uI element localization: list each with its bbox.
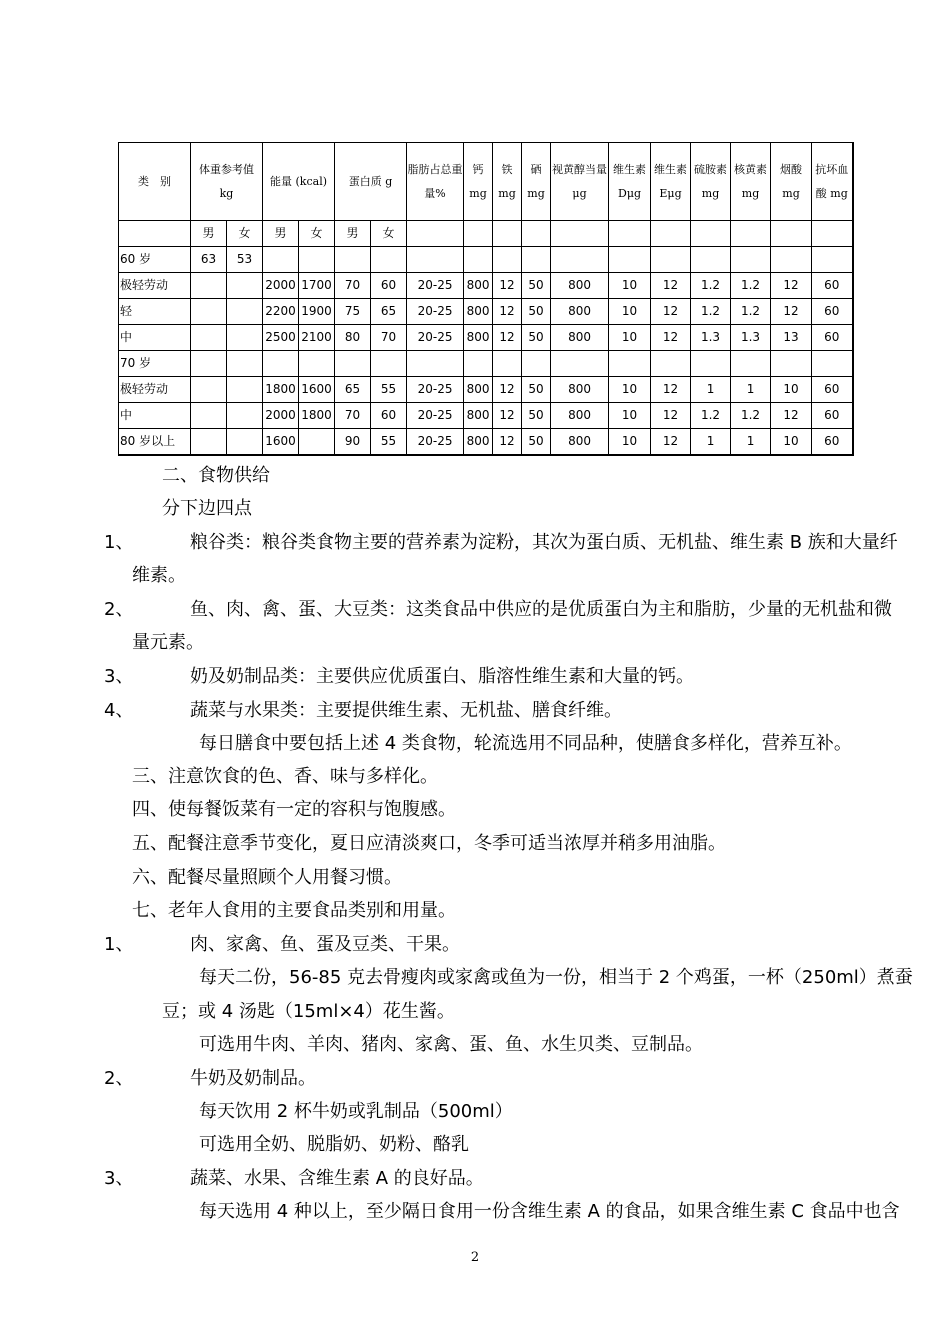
- item-3-number: 3、: [104, 666, 134, 687]
- table-cell: 2500: [263, 325, 299, 351]
- table-cell: 10: [609, 377, 651, 403]
- table-cell: 1.2: [691, 273, 731, 299]
- table-cell: [227, 273, 263, 299]
- table-row: [119, 429, 853, 456]
- row-category-cell: 60 岁: [119, 247, 191, 273]
- section-3-title: 三、注意饮食的色、香、味与多样化。: [132, 766, 438, 787]
- table-cell: [227, 429, 263, 456]
- table-cell: 13: [771, 325, 812, 351]
- table-cell: 60: [812, 377, 853, 403]
- header-vit-a: 视黄醇当量μg: [551, 143, 609, 221]
- subheader-male: 男: [335, 221, 371, 247]
- table-cell: 20-25: [407, 403, 464, 429]
- header-weight: 体重参考值 kg: [191, 143, 263, 221]
- subheader-empty: [493, 221, 522, 247]
- header-energy: 能量 (kcal): [263, 143, 335, 221]
- table-cell: [551, 351, 609, 377]
- section-4-title: 四、使每餐饭菜有一定的容积与饱腹感。: [132, 799, 456, 820]
- table-cell: 20-25: [407, 429, 464, 456]
- table-cell: [771, 247, 812, 273]
- table-cell: [464, 351, 493, 377]
- table-cell: 12: [651, 377, 691, 403]
- table-cell: 12: [651, 403, 691, 429]
- table-cell: [731, 247, 771, 273]
- table-cell: [407, 351, 464, 377]
- table-cell: 90: [335, 429, 371, 456]
- row-category-cell: 极轻劳动: [119, 273, 191, 299]
- table-cell: 50: [522, 299, 551, 325]
- section-2-intro: 分下边四点: [162, 498, 252, 519]
- header-vit-c: 抗坏血酸 mg: [812, 143, 853, 221]
- table-cell: 20-25: [407, 273, 464, 299]
- header-fat: 脂肪占总重量%: [407, 143, 464, 221]
- item-2-text-cont: 量元素。: [132, 632, 204, 653]
- subheader-empty: [651, 221, 691, 247]
- table-cell: 1800: [263, 377, 299, 403]
- table-cell: 1900: [299, 299, 335, 325]
- subheader-empty: [551, 221, 609, 247]
- table-cell: 12: [771, 273, 812, 299]
- table-cell: 1800: [299, 403, 335, 429]
- item-1-text: 粮谷类：粮谷类食物主要的营养素为淀粉，其次为蛋白质、无机盐、维生素 B 族和大量纤: [190, 532, 898, 553]
- table-cell: 10: [609, 403, 651, 429]
- table-cell: [812, 351, 853, 377]
- header-category: 类 别: [119, 143, 191, 221]
- food-3-number: 3、: [104, 1168, 134, 1189]
- food-1-options: 可选用牛肉、羊肉、猪肉、家禽、蛋、鱼、水生贝类、豆制品。: [199, 1034, 703, 1055]
- item-2-number: 2、: [104, 599, 134, 620]
- table-cell: [227, 403, 263, 429]
- table-cell: 800: [551, 377, 609, 403]
- table-cell: [299, 429, 335, 456]
- subheader-female: 女: [299, 221, 335, 247]
- table-cell: [227, 325, 263, 351]
- table-cell: 800: [551, 325, 609, 351]
- subheader-empty: [731, 221, 771, 247]
- table-cell: 80: [335, 325, 371, 351]
- table-row: [119, 325, 853, 351]
- header-protein: 蛋白质 g: [335, 143, 407, 221]
- table-cell: 10: [609, 429, 651, 456]
- table-cell: [731, 351, 771, 377]
- table-cell: 12: [493, 325, 522, 351]
- table-cell: 60: [812, 403, 853, 429]
- table-cell: 2200: [263, 299, 299, 325]
- table-cell: 800: [464, 299, 493, 325]
- table-cell: [371, 351, 407, 377]
- table-cell: 800: [551, 429, 609, 456]
- table-cell: 2100: [299, 325, 335, 351]
- item-3-text: 奶及奶制品类：主要供应优质蛋白、脂溶性维生素和大量的钙。: [190, 666, 694, 687]
- table-cell: 1.2: [691, 403, 731, 429]
- table-cell: 1.2: [731, 403, 771, 429]
- food-1-title: 肉、家禽、鱼、蛋及豆类、干果。: [190, 934, 460, 955]
- table-cell: 12: [493, 403, 522, 429]
- header-selenium: 硒 mg: [522, 143, 551, 221]
- table-cell: 65: [335, 377, 371, 403]
- table-cell: [609, 247, 651, 273]
- row-category-cell: 70 岁: [119, 351, 191, 377]
- table-cell: 800: [464, 429, 493, 456]
- table-row: [119, 377, 853, 403]
- table-cell: 60: [812, 273, 853, 299]
- table-cell: 12: [651, 325, 691, 351]
- table-cell: 1600: [299, 377, 335, 403]
- table-cell: [191, 273, 227, 299]
- table-cell: 50: [522, 403, 551, 429]
- table-cell: 20-25: [407, 299, 464, 325]
- table-cell: 65: [371, 299, 407, 325]
- table-cell: [335, 351, 371, 377]
- table-cell: 12: [493, 429, 522, 456]
- section-6-title: 六、配餐尽量照顾个人用餐习惯。: [132, 867, 402, 888]
- table-cell: 1700: [299, 273, 335, 299]
- table-cell: 12: [651, 273, 691, 299]
- table-cell: [651, 351, 691, 377]
- table-cell: 20-25: [407, 377, 464, 403]
- header-vit-e: 维生素 Eμg: [651, 143, 691, 221]
- table-cell: 1.2: [691, 299, 731, 325]
- table-cell: 60: [812, 325, 853, 351]
- table-cell: [263, 247, 299, 273]
- subheader-empty: [812, 221, 853, 247]
- subheader-empty: [407, 221, 464, 247]
- table-cell: 1.3: [731, 325, 771, 351]
- table-cell: 800: [551, 273, 609, 299]
- subheader-empty: [119, 221, 191, 247]
- table-cell: [335, 247, 371, 273]
- header-calcium: 钙 mg: [464, 143, 493, 221]
- table-cell: 50: [522, 325, 551, 351]
- table-cell: 1.3: [691, 325, 731, 351]
- table-header-row: [119, 143, 853, 221]
- table-cell: [263, 351, 299, 377]
- table-cell: 20-25: [407, 325, 464, 351]
- table-cell: 55: [371, 377, 407, 403]
- table-cell: 12: [771, 299, 812, 325]
- table-cell: 1600: [263, 429, 299, 456]
- table-cell: [691, 351, 731, 377]
- table-cell: [493, 351, 522, 377]
- item-2-text: 鱼、肉、禽、蛋、大豆类：这类食品中供应的是优质蛋白为主和脂肪，少量的无机盐和微: [190, 599, 892, 620]
- table-cell: [191, 325, 227, 351]
- row-category-cell: 极轻劳动: [119, 377, 191, 403]
- food-2-options: 可选用全奶、脱脂奶、奶粉、酪乳: [199, 1134, 469, 1155]
- table-cell: 50: [522, 429, 551, 456]
- table-cell: [407, 247, 464, 273]
- table-cell: [227, 299, 263, 325]
- table-cell: [609, 351, 651, 377]
- table-cell: 2000: [263, 273, 299, 299]
- food-2-title: 牛奶及奶制品。: [190, 1068, 316, 1089]
- food-1-paragraph: 每天二份，56-85 克去骨瘦肉或家禽或鱼为一份，相当于 2 个鸡蛋，一杯（250ml）煮蚕: [199, 967, 913, 988]
- food-3-title: 蔬菜、水果、含维生素 A 的良好品。: [190, 1168, 484, 1189]
- table-cell: 70: [371, 325, 407, 351]
- item-4-text: 蔬菜与水果类：主要提供维生素、无机盐、膳食纤维。: [190, 700, 622, 721]
- table-cell: 70: [335, 403, 371, 429]
- table-cell: 60: [371, 273, 407, 299]
- table-cell: 1: [691, 429, 731, 456]
- table-cell: 50: [522, 273, 551, 299]
- table-cell: 10: [609, 325, 651, 351]
- food-2-number: 2、: [104, 1068, 134, 1089]
- table-cell: 63: [191, 247, 227, 273]
- table-cell: [191, 429, 227, 456]
- table-cell: 12: [493, 377, 522, 403]
- subheader-female: 女: [371, 221, 407, 247]
- table-subheader-row: [119, 221, 853, 247]
- row-category-cell: 80 岁以上: [119, 429, 191, 456]
- table-cell: [191, 403, 227, 429]
- table-cell: [227, 377, 263, 403]
- item-1-number: 1、: [104, 532, 134, 553]
- subheader-empty: [771, 221, 812, 247]
- table-cell: 60: [812, 299, 853, 325]
- table-cell: 12: [493, 273, 522, 299]
- table-cell: [299, 247, 335, 273]
- table-cell: 12: [771, 403, 812, 429]
- table-cell: 800: [551, 403, 609, 429]
- table-cell: [522, 351, 551, 377]
- table-cell: [522, 247, 551, 273]
- item-4-number: 4、: [104, 700, 134, 721]
- section-7-title: 七、老年人食用的主要食品类别和用量。: [132, 900, 456, 921]
- subheader-male: 男: [191, 221, 227, 247]
- table-row: [119, 247, 853, 273]
- row-category-cell: 中: [119, 325, 191, 351]
- table-cell: 70: [335, 273, 371, 299]
- header-iron: 铁 mg: [493, 143, 522, 221]
- food-1-paragraph-cont: 豆；或 4 汤匙（15ml×4）花生酱。: [162, 1001, 455, 1022]
- header-riboflavin: 核黄素 mg: [731, 143, 771, 221]
- table-cell: 53: [227, 247, 263, 273]
- table-cell: 50: [522, 377, 551, 403]
- subheader-female: 女: [227, 221, 263, 247]
- table-cell: [771, 351, 812, 377]
- table-cell: 60: [812, 429, 853, 456]
- table-cell: 1.2: [731, 273, 771, 299]
- section-2-title: 二、食物供给: [162, 465, 270, 486]
- table-cell: 800: [464, 377, 493, 403]
- table-cell: [191, 351, 227, 377]
- table-cell: 10: [771, 429, 812, 456]
- item-1-text-cont: 维素。: [132, 565, 186, 586]
- food-1-number: 1、: [104, 934, 134, 955]
- table-row: [119, 403, 853, 429]
- table-cell: [493, 247, 522, 273]
- nutrition-table: [118, 142, 854, 456]
- table-cell: 2000: [263, 403, 299, 429]
- table-row: [119, 299, 853, 325]
- table-cell: [551, 247, 609, 273]
- header-vit-d: 维生素 Dμg: [609, 143, 651, 221]
- header-thiamine: 硫胺素 mg: [691, 143, 731, 221]
- table-cell: 12: [493, 299, 522, 325]
- row-category-cell: 轻: [119, 299, 191, 325]
- table-cell: [191, 377, 227, 403]
- subheader-male: 男: [263, 221, 299, 247]
- table-cell: 800: [464, 273, 493, 299]
- table-cell: 12: [651, 299, 691, 325]
- subheader-empty: [464, 221, 493, 247]
- table-cell: 55: [371, 429, 407, 456]
- table-cell: [191, 299, 227, 325]
- table-cell: [227, 351, 263, 377]
- table-cell: 10: [771, 377, 812, 403]
- table-cell: [651, 247, 691, 273]
- table-cell: 1: [731, 429, 771, 456]
- table-cell: 1.2: [731, 299, 771, 325]
- section-5-title: 五、配餐注意季节变化，夏日应清淡爽口，冬季可适当浓厚并稍多用油脂。: [132, 833, 726, 854]
- table-cell: 75: [335, 299, 371, 325]
- table-row: [119, 273, 853, 299]
- header-niacin: 烟酸 mg: [771, 143, 812, 221]
- subheader-empty: [522, 221, 551, 247]
- table-cell: [812, 247, 853, 273]
- table-cell: [691, 247, 731, 273]
- table-cell: [299, 351, 335, 377]
- table-cell: 800: [464, 403, 493, 429]
- table-cell: 10: [609, 299, 651, 325]
- table-cell: 800: [464, 325, 493, 351]
- table-cell: [371, 247, 407, 273]
- summary-paragraph: 每日膳食中要包括上述 4 类食物，轮流选用不同品种，使膳食多样化，营养互补。: [199, 733, 852, 754]
- table-cell: 12: [651, 429, 691, 456]
- page-number: 2: [470, 1250, 480, 1265]
- row-category-cell: 中: [119, 403, 191, 429]
- table-row: [119, 351, 853, 377]
- table-cell: 800: [551, 299, 609, 325]
- table-cell: 1: [691, 377, 731, 403]
- table-cell: [464, 247, 493, 273]
- subheader-empty: [609, 221, 651, 247]
- food-3-paragraph: 每天选用 4 种以上，至少隔日食用一份含维生素 A 的食品，如果含维生素 C 食品中也含: [199, 1201, 900, 1222]
- table-cell: 10: [609, 273, 651, 299]
- table-cell: 60: [371, 403, 407, 429]
- table-cell: 1: [731, 377, 771, 403]
- subheader-empty: [691, 221, 731, 247]
- food-2-paragraph: 每天饮用 2 杯牛奶或乳制品（500ml）: [199, 1101, 513, 1122]
